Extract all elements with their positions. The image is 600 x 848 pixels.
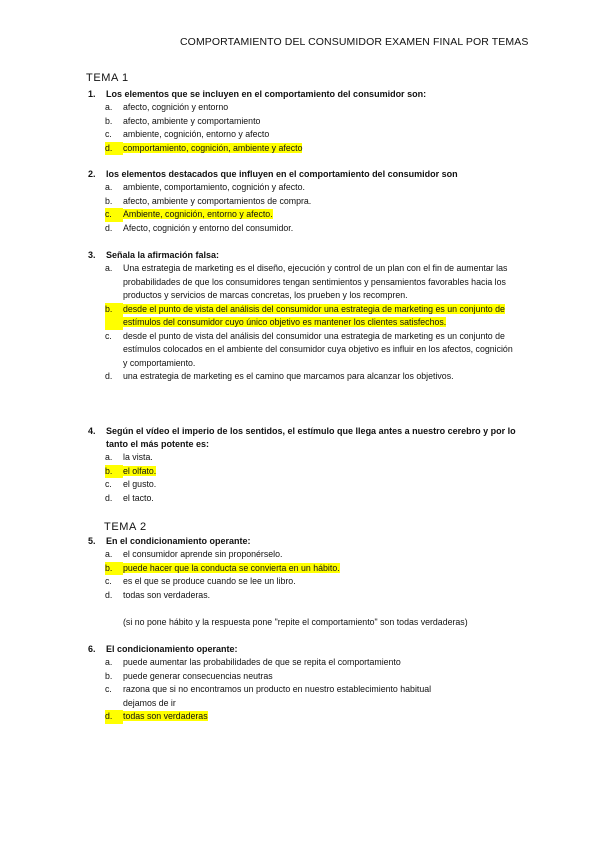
option-text: el consumidor aprende sin proponérselo.	[123, 549, 283, 559]
option-letter: c.	[105, 684, 112, 694]
option-text: puede generar consecuencias neutras	[123, 670, 273, 681]
option-text: el olfato.	[123, 465, 157, 476]
option-text: comportamiento, cognición, ambiente y afecto	[123, 142, 303, 153]
option-letter: a.	[105, 549, 113, 559]
option-letter: d.	[105, 142, 123, 156]
option-text: Afecto, cognición y entorno del consumidor.	[123, 222, 294, 233]
section-title-tema-2: TEMA 2	[104, 521, 147, 533]
option-letter: b.	[105, 670, 113, 681]
option-text: la vista.	[123, 452, 153, 462]
option-4d	[88, 492, 518, 506]
option-2c-correct	[88, 208, 518, 222]
option-letter: b.	[105, 115, 113, 126]
option-text: es el que se produce cuando se lee un libro.	[123, 576, 296, 586]
question-text: Los elementos que se incluyen en el comportamiento del consumidor son:	[106, 89, 427, 99]
option-letter: b.	[105, 465, 123, 479]
option-letter: b.	[105, 195, 113, 206]
option-letter: a.	[105, 182, 113, 192]
question-number: 2.	[88, 169, 96, 179]
option-text: Una estrategia de marketing es el diseño, ejecución y control de un plan con el fin de aumentar las probabilidades de que los consumidores tengan sentimientos y pensamientos favorables hacia los productos y servicios de marcas concretas, los prueben y los recompren.	[123, 263, 508, 300]
question-5	[88, 535, 518, 602]
option-letter: b.	[105, 303, 123, 330]
question-number: 3.	[88, 250, 96, 260]
option-6a	[88, 656, 518, 670]
question-text: En el condicionamiento operante:	[106, 536, 251, 546]
option-1c	[88, 128, 518, 142]
option-letter: d.	[105, 710, 123, 724]
question-6	[88, 643, 518, 724]
option-letter: d.	[105, 589, 113, 600]
section-title-tema-1: TEMA 1	[86, 72, 129, 84]
option-text: puede hacer que la conducta se convierta en un hábito.	[123, 562, 340, 573]
option-letter: d.	[105, 222, 113, 233]
option-letter: c.	[105, 576, 112, 586]
question-text: Señala la afirmación falsa:	[106, 250, 220, 260]
question-number: 5.	[88, 536, 96, 546]
option-4c	[88, 478, 518, 492]
answer-note: (si no pone hábito y la respuesta pone "repite el comportamiento" son todas verdaderas)	[123, 617, 468, 627]
option-3c	[88, 330, 518, 371]
question-2	[88, 168, 518, 235]
option-letter: b.	[105, 562, 123, 576]
option-2a	[88, 181, 518, 195]
option-text: desde el punto de vista del análisis del consumidor una estrategia de marketing es un conjunto de estímulos del consumidor cuyo único objetivo es mantener los clientes satisfechos.	[123, 303, 505, 327]
question-3	[88, 249, 518, 384]
question-number: 6.	[88, 644, 96, 654]
option-text: Ambiente, cognición, entorno y afecto.	[123, 209, 273, 219]
option-text: todas son verdaderas	[123, 711, 208, 721]
option-letter: d.	[105, 492, 113, 503]
option-letter: c.	[105, 479, 112, 489]
option-4a	[88, 451, 518, 465]
option-5c	[88, 575, 518, 589]
option-text: afecto, ambiente y comportamiento	[123, 115, 261, 126]
option-text: puede aumentar las probabilidades de que se repita el comportamiento	[123, 657, 401, 667]
option-text: razona que si no encontramos un producto en nuestro establecimiento habitual dejamos de ir	[123, 684, 432, 708]
option-letter: a.	[105, 263, 113, 273]
option-letter: c.	[105, 330, 112, 341]
option-5d	[88, 589, 518, 603]
option-3b-correct	[88, 303, 518, 330]
option-6b	[88, 670, 518, 684]
option-letter: a.	[105, 657, 113, 667]
option-letter: a.	[105, 102, 113, 112]
option-2d	[88, 222, 518, 236]
option-text: ambiente, comportamiento, cognición y afecto.	[123, 182, 305, 192]
option-5a	[88, 548, 518, 562]
option-text: todas son verdaderas.	[123, 589, 211, 600]
option-letter: d.	[105, 371, 113, 381]
option-letter: a.	[105, 452, 113, 462]
option-text: ambiente, cognición, entorno y afecto	[123, 129, 270, 139]
question-1	[88, 88, 518, 155]
option-6d-correct	[88, 710, 518, 724]
option-2b	[88, 195, 518, 209]
option-1d-correct	[88, 142, 518, 156]
question-text: Según el vídeo el imperio de los sentidos, el estímulo que llega antes a nuestro cerebro y por lo tanto el más potente es:	[106, 426, 516, 449]
option-4b-correct	[88, 465, 518, 479]
question-text: El condicionamiento operante:	[106, 644, 238, 654]
option-text: afecto, ambiente y comportamientos de compra.	[123, 195, 312, 206]
option-letter: c.	[105, 208, 123, 222]
document-header: COMPORTAMIENTO DEL CONSUMIDOR EXAMEN FINAL POR TEMAS	[180, 36, 529, 48]
option-text: el tacto.	[123, 492, 154, 503]
option-text: una estrategia de marketing es el camino que marcamos para alcanzar los objetivos.	[123, 371, 454, 381]
option-1b	[88, 115, 518, 129]
option-3d	[88, 370, 518, 384]
option-5b-correct	[88, 562, 518, 576]
question-text: los elementos destacados que influyen en el comportamiento del consumidor son	[106, 169, 458, 179]
question-number: 4.	[88, 426, 96, 436]
option-3a	[88, 262, 518, 303]
option-text: el gusto.	[123, 479, 157, 489]
option-text: afecto, cognición y entorno	[123, 102, 229, 112]
option-text: desde el punto de vista del análisis del consumidor una estrategia de marketing es un conjunto de estímulos colocados en el ambiente del consumidor cuya objetivo es influir en los afectos, cognición y comportamiento.	[123, 330, 513, 368]
question-number: 1.	[88, 89, 96, 99]
option-letter: c.	[105, 129, 112, 139]
option-6c	[88, 683, 518, 710]
option-1a	[88, 101, 518, 115]
question-4	[88, 425, 518, 505]
